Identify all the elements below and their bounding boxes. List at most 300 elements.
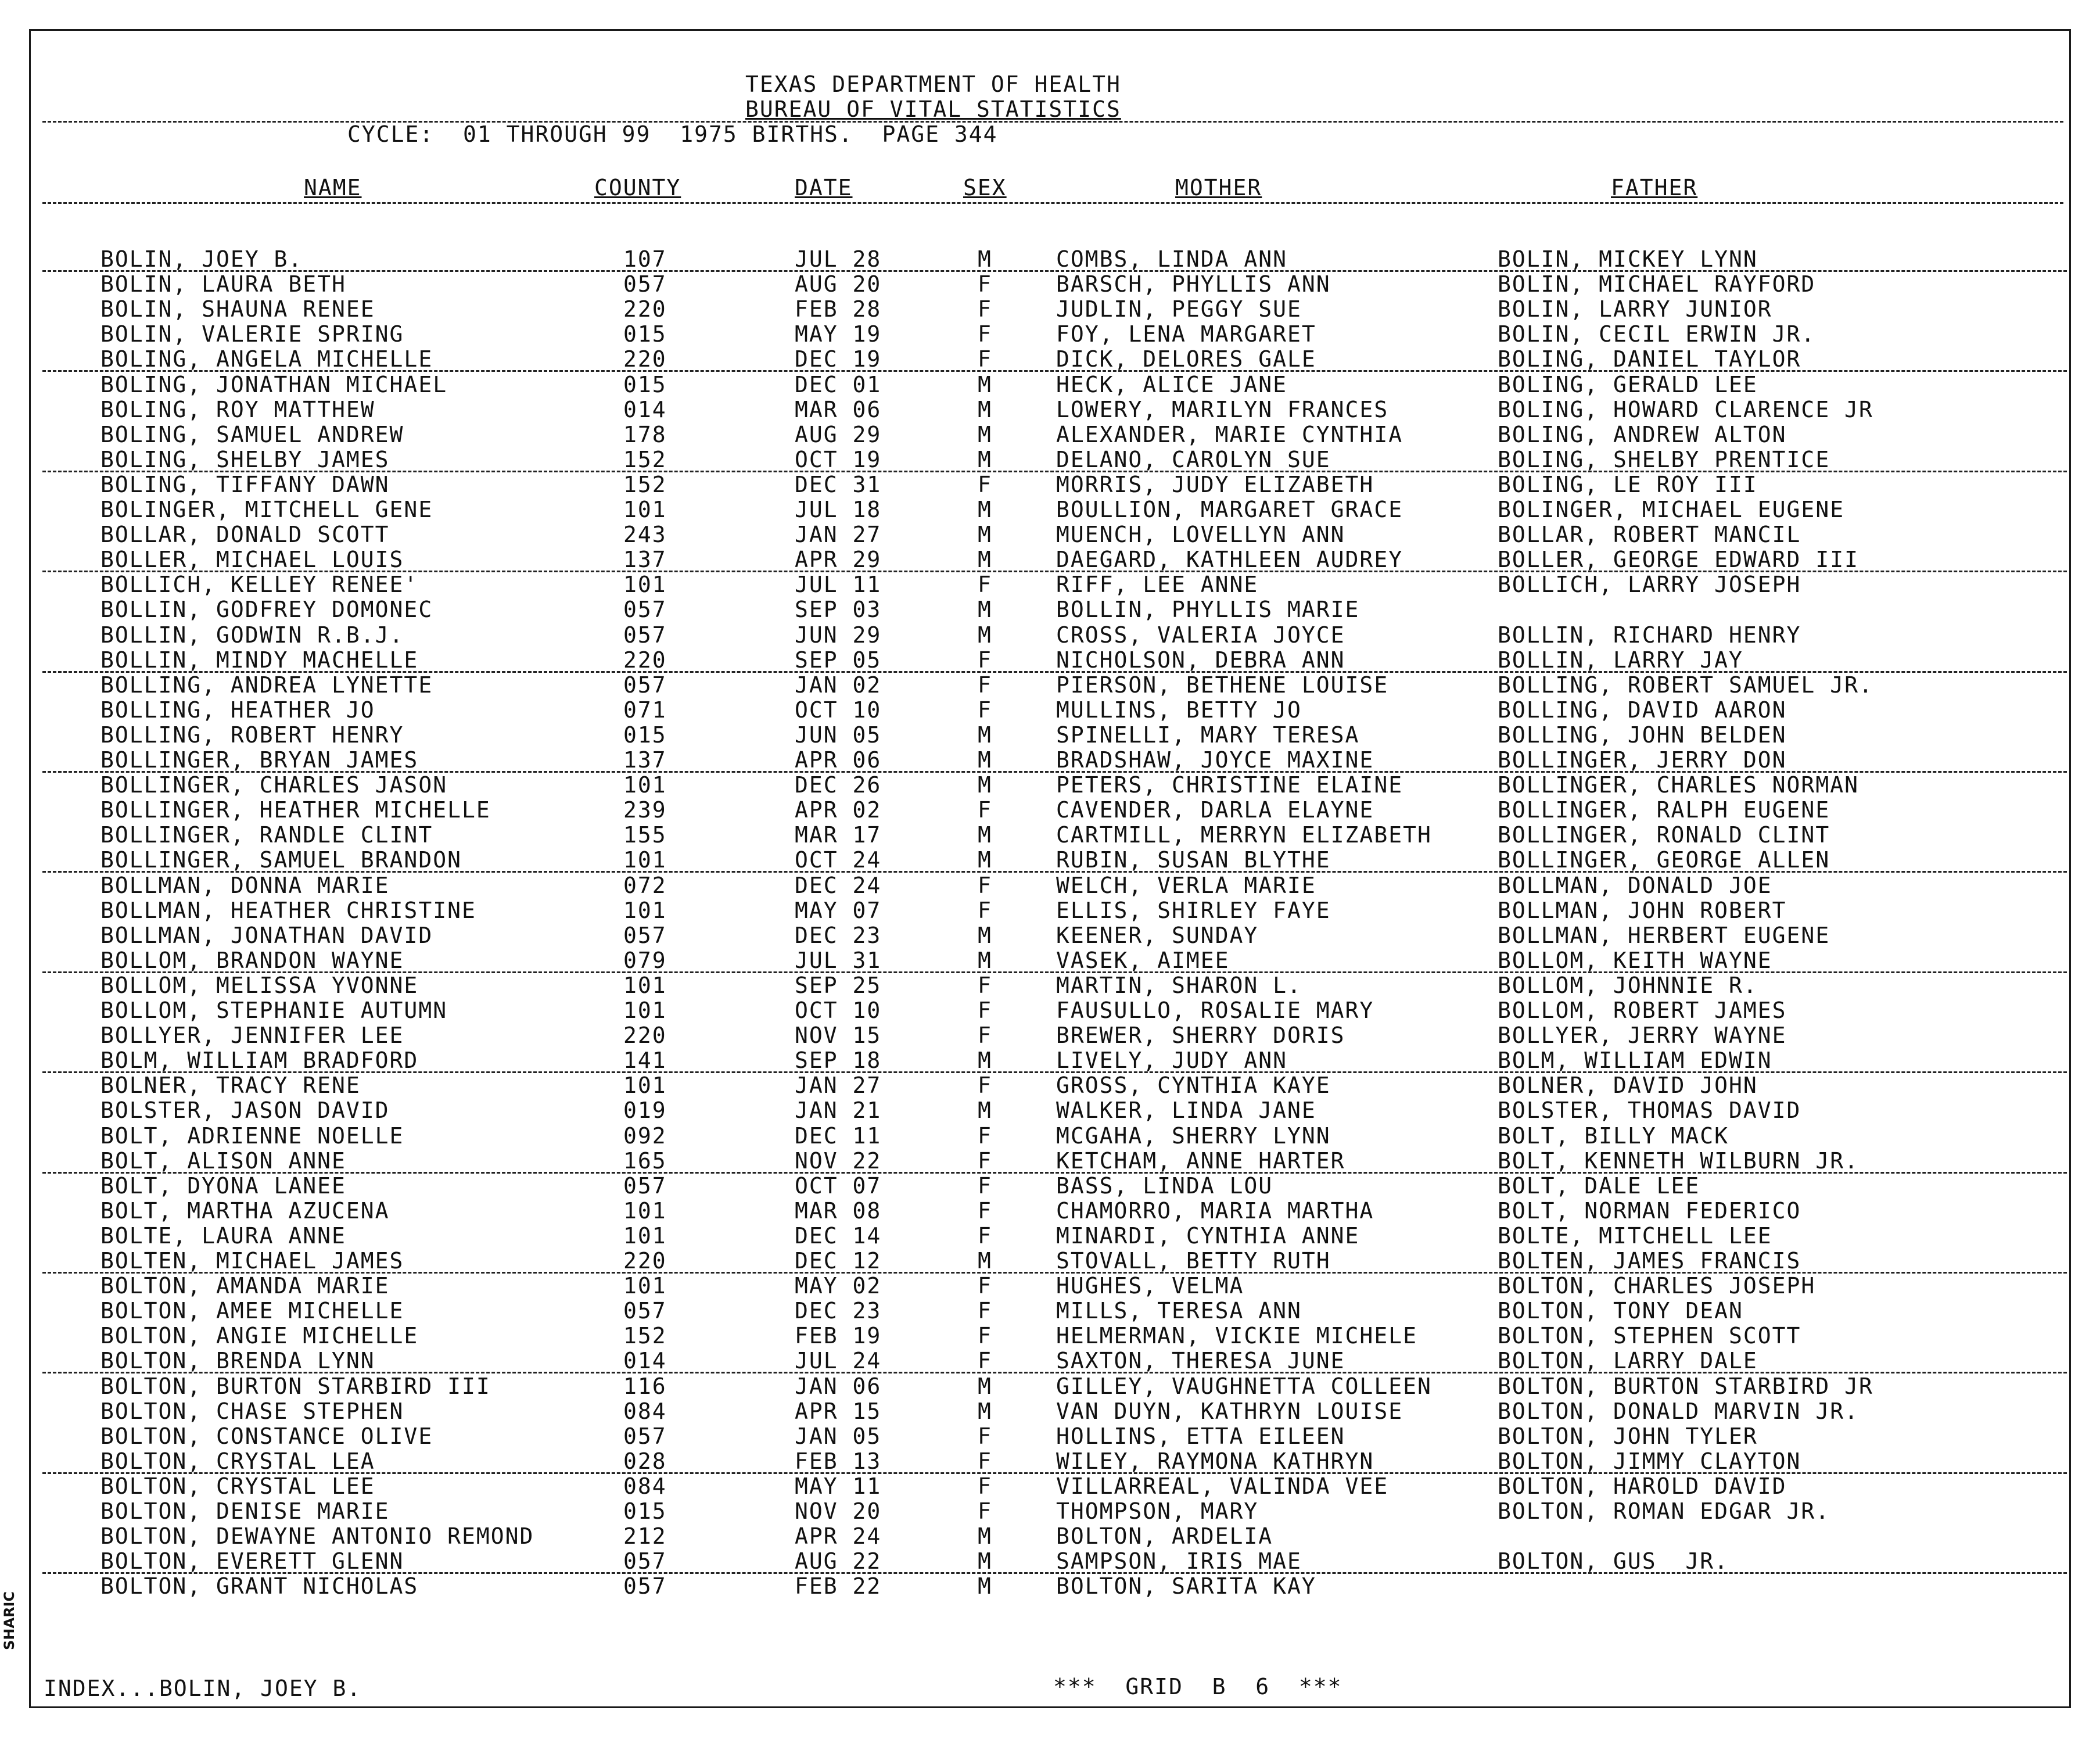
record-date: OCT 24 — [795, 847, 882, 873]
record-mother: ELLIS, SHIRLEY FAYE — [1056, 898, 1331, 923]
record-sex: M — [978, 822, 992, 848]
record-sex: M — [978, 747, 992, 773]
record-date: APR 15 — [795, 1398, 882, 1424]
record-father: BOLTON, ROMAN EDGAR JR. — [1498, 1498, 1830, 1524]
record-sex: M — [978, 522, 992, 547]
record-sex: F — [978, 998, 992, 1023]
table-row — [31, 698, 2073, 723]
header-separator — [42, 121, 2063, 123]
table-row — [31, 923, 2073, 948]
record-date: APR 06 — [795, 747, 882, 773]
record-name: BOLTON, CHASE STEPHEN — [100, 1398, 404, 1424]
record-name: BOLT, MARTHA AZUCENA — [100, 1198, 390, 1224]
table-row — [31, 1224, 2073, 1249]
record-sex: M — [978, 772, 992, 798]
record-name: BOLLAR, DONALD SCOTT — [100, 522, 390, 547]
record-mother: HECK, ALICE JANE — [1056, 372, 1288, 397]
table-row — [31, 1549, 2073, 1574]
record-name: BOLLING, ANDREA LYNETTE — [100, 672, 433, 698]
record-mother: GILLEY, VAUGHNETTA COLLEEN — [1056, 1373, 1432, 1399]
table-row — [31, 1199, 2073, 1224]
record-date: OCT 19 — [795, 447, 882, 472]
record-county: 101 — [623, 497, 667, 522]
record-date: JUL 18 — [795, 497, 882, 522]
record-county: 057 — [623, 672, 667, 698]
record-name: BOLING, SHELBY JAMES — [100, 447, 390, 472]
table-row — [31, 1499, 2073, 1524]
record-mother: MUENCH, LOVELLYN ANN — [1056, 522, 1345, 547]
record-father: BOLINGER, MICHAEL EUGENE — [1498, 497, 1845, 522]
record-father: BOLLING, ROBERT SAMUEL JR. — [1498, 672, 1873, 698]
record-mother: DICK, DELORES GALE — [1056, 346, 1316, 372]
record-county: 101 — [623, 1073, 667, 1098]
column-header-name: NAME — [304, 175, 362, 200]
record-county: 014 — [623, 397, 667, 422]
record-father: BOLTON, STEPHEN SCOTT — [1498, 1323, 1801, 1349]
record-county: 084 — [623, 1398, 667, 1424]
record-county: 057 — [623, 1573, 667, 1599]
record-county: 101 — [623, 998, 667, 1023]
record-date: DEC 19 — [795, 346, 882, 372]
record-mother: FAUSULLO, ROSALIE MARY — [1056, 998, 1374, 1023]
record-sex: F — [978, 1473, 992, 1499]
record-date: FEB 28 — [795, 296, 882, 322]
record-name: BOLTON, GRANT NICHOLAS — [100, 1573, 419, 1599]
record-father: BOLTON, LARRY DALE — [1498, 1348, 1758, 1373]
record-mother: PIERSON, BETHENE LOUISE — [1056, 672, 1389, 698]
record-mother: BOLLIN, PHYLLIS MARIE — [1056, 597, 1360, 622]
record-name: BOLSTER, JASON DAVID — [100, 1098, 390, 1123]
table-row — [31, 723, 2073, 748]
record-name: BOLLIN, GODWIN R.B.J. — [100, 622, 404, 648]
record-sex: F — [978, 1123, 992, 1149]
table-row — [31, 497, 2073, 522]
record-county: 057 — [623, 1548, 667, 1574]
table-row — [31, 1299, 2073, 1324]
record-sex: M — [978, 1098, 992, 1123]
table-row — [31, 898, 2073, 923]
record-father: BOLTEN, JAMES FRANCIS — [1498, 1248, 1801, 1274]
record-date: JAN 06 — [795, 1373, 882, 1399]
record-name: BOLLIN, GODFREY DOMONEC — [100, 597, 433, 622]
record-date: DEC 01 — [795, 372, 882, 397]
table-row — [31, 472, 2073, 497]
record-county: 220 — [623, 346, 667, 372]
record-sex: F — [978, 572, 992, 597]
record-county: 152 — [623, 472, 667, 497]
record-name: BOLIN, SHAUNA RENEE — [100, 296, 375, 322]
record-sex: F — [978, 346, 992, 372]
record-county: 015 — [623, 1498, 667, 1524]
record-county: 116 — [623, 1373, 667, 1399]
record-date: OCT 10 — [795, 697, 882, 723]
table-row — [31, 547, 2073, 572]
record-county: 057 — [623, 1423, 667, 1449]
record-name: BOLTON, CRYSTAL LEE — [100, 1473, 375, 1499]
table-row — [31, 973, 2073, 998]
table-row — [31, 397, 2073, 422]
record-mother: WELCH, VERLA MARIE — [1056, 873, 1316, 898]
record-mother: SPINELLI, MARY TERESA — [1056, 722, 1360, 748]
record-mother: HOLLINS, ETTA EILEEN — [1056, 1423, 1345, 1449]
record-county: 239 — [623, 797, 667, 823]
record-sex: F — [978, 898, 992, 923]
table-row — [31, 1048, 2073, 1073]
record-date: SEP 25 — [795, 973, 882, 998]
record-father: BOLLMAN, HERBERT EUGENE — [1498, 923, 1830, 948]
table-row — [31, 272, 2073, 297]
record-sex: M — [978, 372, 992, 397]
record-name: BOLLOM, STEPHANIE AUTUMN — [100, 998, 448, 1023]
footer-index: INDEX...BOLIN, JOEY B. — [44, 1676, 362, 1701]
record-name: BOLING, ROY MATTHEW — [100, 397, 375, 422]
record-mother: MCGAHA, SHERRY LYNN — [1056, 1123, 1331, 1149]
record-name: BOLT, DYONA LANEE — [100, 1173, 346, 1199]
record-sex: M — [978, 422, 992, 447]
record-county: 101 — [623, 847, 667, 873]
record-name: BOLLIN, MINDY MACHELLE — [100, 647, 419, 673]
record-date: FEB 22 — [795, 1573, 882, 1599]
record-father: BOLLYER, JERRY WAYNE — [1498, 1023, 1787, 1048]
record-date: DEC 31 — [795, 472, 882, 497]
record-father: BOLING, GERALD LEE — [1498, 372, 1758, 397]
record-name: BOLLMAN, DONNA MARIE — [100, 873, 390, 898]
record-sex: F — [978, 296, 992, 322]
record-date: DEC 23 — [795, 923, 882, 948]
record-county: 019 — [623, 1098, 667, 1123]
record-sex: M — [978, 547, 992, 572]
record-date: AUG 22 — [795, 1548, 882, 1574]
record-sex: M — [978, 597, 992, 622]
record-date: AUG 20 — [795, 271, 882, 297]
record-father: BOLSTER, THOMAS DAVID — [1498, 1098, 1801, 1123]
record-sex: M — [978, 622, 992, 648]
record-name: BOLTON, DEWAYNE ANTONIO REMOND — [100, 1523, 534, 1549]
record-father: BOLTON, CHARLES JOSEPH — [1498, 1273, 1816, 1299]
record-county: 015 — [623, 372, 667, 397]
record-name: BOLLING, ROBERT HENRY — [100, 722, 404, 748]
record-sex: M — [978, 847, 992, 873]
record-mother: HELMERMAN, VICKIE MICHELE — [1056, 1323, 1417, 1349]
record-county: 084 — [623, 1473, 667, 1499]
record-county: 057 — [623, 271, 667, 297]
record-sex: F — [978, 697, 992, 723]
record-name: BOLTON, DENISE MARIE — [100, 1498, 390, 1524]
record-sex: M — [978, 923, 992, 948]
table-row — [31, 1424, 2073, 1449]
record-mother: VASEK, AIMEE — [1056, 948, 1230, 973]
record-name: BOLTE, LAURA ANNE — [100, 1223, 346, 1249]
record-sex: M — [978, 1373, 992, 1399]
record-sex: F — [978, 797, 992, 823]
record-county: 071 — [623, 697, 667, 723]
record-date: DEC 11 — [795, 1123, 882, 1149]
record-father: BOLING, LE ROY III — [1498, 472, 1758, 497]
record-father: BOLIN, LARRY JUNIOR — [1498, 296, 1772, 322]
record-date: JUL 28 — [795, 246, 882, 272]
record-name: BOLLMAN, HEATHER CHRISTINE — [100, 898, 476, 923]
record-father: BOLLER, GEORGE EDWARD III — [1498, 547, 1859, 572]
record-county: 137 — [623, 747, 667, 773]
record-father: BOLTON, JIMMY CLAYTON — [1498, 1448, 1801, 1474]
record-sex: F — [978, 1073, 992, 1098]
record-mother: BOULLION, MARGARET GRACE — [1056, 497, 1403, 522]
table-row — [31, 1524, 2073, 1549]
record-mother: STOVALL, BETTY RUTH — [1056, 1248, 1331, 1274]
record-father: BOLT, NORMAN FEDERICO — [1498, 1198, 1801, 1224]
record-county: 220 — [623, 1023, 667, 1048]
record-name: BOLTEN, MICHAEL JAMES — [100, 1248, 404, 1274]
record-mother: SAXTON, THERESA JUNE — [1056, 1348, 1345, 1373]
table-row — [31, 1174, 2073, 1199]
record-mother: PETERS, CHRISTINE ELAINE — [1056, 772, 1403, 798]
record-name: BOLT, ADRIENNE NOELLE — [100, 1123, 404, 1149]
record-sex: F — [978, 1198, 992, 1224]
record-county: 057 — [623, 597, 667, 622]
record-sex: F — [978, 1023, 992, 1048]
record-county: 057 — [623, 1298, 667, 1324]
record-county: 243 — [623, 522, 667, 547]
record-sex: M — [978, 1573, 992, 1599]
record-county: 165 — [623, 1148, 667, 1174]
record-name: BOLLOM, MELISSA YVONNE — [100, 973, 419, 998]
record-name: BOLTON, BURTON STARBIRD III — [100, 1373, 491, 1399]
table-row — [31, 648, 2073, 673]
record-county: 101 — [623, 973, 667, 998]
record-date: SEP 05 — [795, 647, 882, 673]
record-date: SEP 03 — [795, 597, 882, 622]
table-row — [31, 848, 2073, 873]
record-father: BOLTON, GUS JR. — [1498, 1548, 1729, 1574]
record-name: BOLTON, ANGIE MICHELLE — [100, 1323, 419, 1349]
record-sex: F — [978, 1173, 992, 1199]
record-date: JUL 31 — [795, 948, 882, 973]
record-mother: NICHOLSON, DEBRA ANN — [1056, 647, 1345, 673]
record-date: NOV 15 — [795, 1023, 882, 1048]
table-row — [31, 447, 2073, 472]
record-sex: F — [978, 973, 992, 998]
record-sex: F — [978, 672, 992, 698]
record-father: BOLTON, TONY DEAN — [1498, 1298, 1743, 1324]
record-sex: M — [978, 397, 992, 422]
record-father: BOLTON, JOHN TYLER — [1498, 1423, 1758, 1449]
record-sex: F — [978, 1323, 992, 1349]
record-date: DEC 14 — [795, 1223, 882, 1249]
record-date: DEC 24 — [795, 873, 882, 898]
record-county: 072 — [623, 873, 667, 898]
table-row — [31, 823, 2073, 848]
record-county: 101 — [623, 572, 667, 597]
record-name: BOLM, WILLIAM BRADFORD — [100, 1048, 419, 1073]
record-mother: BRADSHAW, JOYCE MAXINE — [1056, 747, 1374, 773]
record-name: BOLLINGER, RANDLE CLINT — [100, 822, 433, 848]
side-label: SHARIC — [1, 1591, 17, 1650]
record-father: BOLLOM, ROBERT JAMES — [1498, 998, 1787, 1023]
record-date: JUL 24 — [795, 1348, 882, 1373]
table-row — [31, 1073, 2073, 1098]
table-row — [31, 1574, 2073, 1599]
record-sex: M — [978, 447, 992, 472]
record-sex: M — [978, 1523, 992, 1549]
record-date: JAN 27 — [795, 1073, 882, 1098]
record-father: BOLLINGER, GEORGE ALLEN — [1498, 847, 1830, 873]
record-county: 178 — [623, 422, 667, 447]
record-mother: RIFF, LEE ANNE — [1056, 572, 1259, 597]
record-mother: MARTIN, SHARON L. — [1056, 973, 1302, 998]
record-mother: MINARDI, CYNTHIA ANNE — [1056, 1223, 1360, 1249]
record-date: FEB 13 — [795, 1448, 882, 1474]
table-row — [31, 1023, 2073, 1048]
table-row — [31, 773, 2073, 798]
table-row — [31, 1274, 2073, 1299]
record-date: JAN 21 — [795, 1098, 882, 1123]
record-mother: RUBIN, SUSAN BLYTHE — [1056, 847, 1331, 873]
table-row — [31, 422, 2073, 447]
record-county: 015 — [623, 321, 667, 347]
record-sex: F — [978, 1223, 992, 1249]
table-row — [31, 322, 2073, 347]
record-county: 028 — [623, 1448, 667, 1474]
record-sex: M — [978, 948, 992, 973]
record-name: BOLNER, TRACY RENE — [100, 1073, 361, 1098]
document-frame — [29, 29, 2071, 1708]
record-father: BOLIN, MICKEY LYNN — [1498, 246, 1758, 272]
record-father: BOLING, ANDREW ALTON — [1498, 422, 1787, 447]
record-mother: CHAMORRO, MARIA MARTHA — [1056, 1198, 1374, 1224]
table-row — [31, 623, 2073, 648]
header-bureau: BUREAU OF VITAL STATISTICS — [745, 96, 1121, 122]
record-mother: DELANO, CAROLYN SUE — [1056, 447, 1331, 472]
record-sex: F — [978, 1148, 992, 1174]
record-mother: KETCHAM, ANNE HARTER — [1056, 1148, 1345, 1174]
record-date: NOV 20 — [795, 1498, 882, 1524]
record-name: BOLT, ALISON ANNE — [100, 1148, 346, 1174]
table-row — [31, 1124, 2073, 1149]
record-name: BOLINGER, MITCHELL GENE — [100, 497, 433, 522]
record-mother: DAEGARD, KATHLEEN AUDREY — [1056, 547, 1403, 572]
record-county: 101 — [623, 1273, 667, 1299]
record-date: MAY 02 — [795, 1273, 882, 1299]
record-name: BOLLYER, JENNIFER LEE — [100, 1023, 404, 1048]
record-father: BOLTE, MITCHELL LEE — [1498, 1223, 1772, 1249]
record-county: 057 — [623, 923, 667, 948]
record-mother: MILLS, TERESA ANN — [1056, 1298, 1302, 1324]
record-date: MAR 06 — [795, 397, 882, 422]
record-mother: THOMPSON, MARY — [1056, 1498, 1259, 1524]
record-father: BOLLINGER, CHARLES NORMAN — [1498, 772, 1859, 798]
table-row — [31, 1149, 2073, 1174]
record-date: OCT 10 — [795, 998, 882, 1023]
record-date: MAR 08 — [795, 1198, 882, 1224]
record-mother: GROSS, CYNTHIA KAYE — [1056, 1073, 1331, 1098]
record-mother: CROSS, VALERIA JOYCE — [1056, 622, 1345, 648]
record-sex: F — [978, 1273, 992, 1299]
table-row — [31, 798, 2073, 823]
column-header-separator — [42, 202, 2063, 204]
table-row — [31, 1349, 2073, 1373]
record-county: 057 — [623, 622, 667, 648]
record-mother: JUDLIN, PEGGY SUE — [1056, 296, 1302, 322]
record-mother: ALEXANDER, MARIE CYNTHIA — [1056, 422, 1403, 447]
record-mother: WALKER, LINDA JANE — [1056, 1098, 1316, 1123]
record-date: MAY 07 — [795, 898, 882, 923]
record-date: JUN 05 — [795, 722, 882, 748]
record-sex: F — [978, 873, 992, 898]
column-header-mother: MOTHER — [1175, 175, 1262, 200]
record-father: BOLLINGER, RONALD CLINT — [1498, 822, 1830, 848]
record-county: 014 — [623, 1348, 667, 1373]
record-mother: KEENER, SUNDAY — [1056, 923, 1259, 948]
record-father: BOLLING, JOHN BELDEN — [1498, 722, 1787, 748]
record-county: 155 — [623, 822, 667, 848]
record-father: BOLT, BILLY MACK — [1498, 1123, 1729, 1149]
record-date: JUN 29 — [795, 622, 882, 648]
record-mother: VAN DUYN, KATHRYN LOUISE — [1056, 1398, 1403, 1424]
record-father: BOLING, DANIEL TAYLOR — [1498, 346, 1801, 372]
record-name: BOLTON, CRYSTAL LEA — [100, 1448, 375, 1474]
record-sex: F — [978, 1348, 992, 1373]
record-father: BOLT, KENNETH WILBURN JR. — [1498, 1148, 1859, 1174]
record-sex: F — [978, 472, 992, 497]
record-sex: F — [978, 1423, 992, 1449]
table-row — [31, 1324, 2073, 1349]
record-name: BOLTON, CONSTANCE OLIVE — [100, 1423, 433, 1449]
record-sex: M — [978, 1548, 992, 1574]
record-father: BOLTON, DONALD MARVIN JR. — [1498, 1398, 1859, 1424]
record-sex: M — [978, 246, 992, 272]
record-father: BOLLMAN, JOHN ROBERT — [1498, 898, 1787, 923]
record-name: BOLIN, VALERIE SPRING — [100, 321, 404, 347]
table-row — [31, 1098, 2073, 1123]
record-date: MAY 11 — [795, 1473, 882, 1499]
record-date: DEC 23 — [795, 1298, 882, 1324]
record-mother: CAVENDER, DARLA ELAYNE — [1056, 797, 1374, 823]
record-county: 092 — [623, 1123, 667, 1149]
record-mother: CARTMILL, MERRYN ELIZABETH — [1056, 822, 1432, 848]
record-father: BOLIN, CECIL ERWIN JR. — [1498, 321, 1816, 347]
table-row — [31, 572, 2073, 597]
record-mother: BARSCH, PHYLLIS ANN — [1056, 271, 1331, 297]
header-cycle: CYCLE: 01 THROUGH 99 1975 BIRTHS. PAGE 344 — [347, 121, 998, 147]
record-sex: M — [978, 1048, 992, 1073]
record-date: MAY 19 — [795, 321, 882, 347]
table-row — [31, 673, 2073, 698]
record-name: BOLLINGER, SAMUEL BRANDON — [100, 847, 462, 873]
record-sex: M — [978, 1398, 992, 1424]
record-name: BOLLOM, BRANDON WAYNE — [100, 948, 404, 973]
record-date: JUL 11 — [795, 572, 882, 597]
record-date: APR 24 — [795, 1523, 882, 1549]
column-header-sex: SEX — [963, 175, 1007, 200]
record-name: BOLING, TIFFANY DAWN — [100, 472, 390, 497]
record-name: BOLLER, MICHAEL LOUIS — [100, 547, 404, 572]
record-mother: LIVELY, JUDY ANN — [1056, 1048, 1288, 1073]
record-sex: M — [978, 1248, 992, 1274]
record-name: BOLTON, EVERETT GLENN — [100, 1548, 404, 1574]
record-name: BOLLINGER, BRYAN JAMES — [100, 747, 419, 773]
record-sex: F — [978, 271, 992, 297]
table-row — [31, 372, 2073, 397]
record-name: BOLING, JONATHAN MICHAEL — [100, 372, 448, 397]
record-mother: HUGHES, VELMA — [1056, 1273, 1244, 1299]
record-mother: MORRIS, JUDY ELIZABETH — [1056, 472, 1374, 497]
table-row — [31, 297, 2073, 322]
record-name: BOLING, ANGELA MICHELLE — [100, 346, 433, 372]
record-county: 101 — [623, 1223, 667, 1249]
record-name: BOLTON, AMANDA MARIE — [100, 1273, 390, 1299]
table-row — [31, 347, 2073, 372]
record-county: 101 — [623, 1198, 667, 1224]
